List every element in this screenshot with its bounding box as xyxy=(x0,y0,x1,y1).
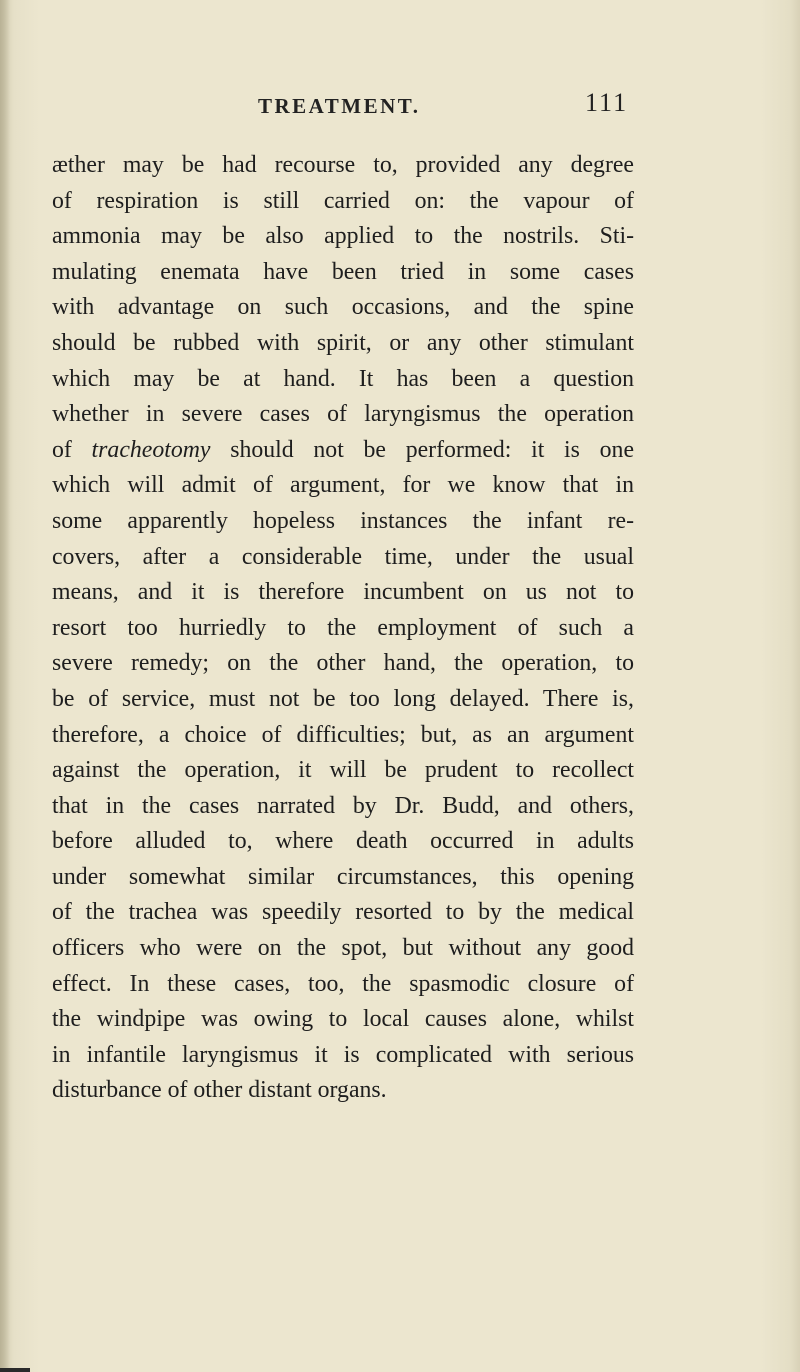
text-line: mulating enemata have been tried in some cases xyxy=(52,258,634,285)
text-line: officers who were on the spot, but without any good xyxy=(52,935,634,962)
text-line: which may be at hand. It has been a question xyxy=(52,365,634,392)
binding-gutter-shadow xyxy=(0,0,10,1372)
text-line: in infantile laryngismus it is complicated with serious xyxy=(52,1041,634,1068)
text-fragment: should not be performed: it is one xyxy=(230,436,635,463)
text-line: effect. In these cases, too, the spasmodic closure of xyxy=(52,970,634,997)
text-line: severe remedy; on the other hand, the operation, to xyxy=(52,650,634,677)
text-line: of the trachea was speedily resorted to by the medical xyxy=(52,899,634,926)
text-line: under somewhat similar circumstances, this opening xyxy=(52,863,634,890)
text-line: covers, after a considerable time, under the usual xyxy=(52,543,634,570)
text-line: be of service, must not be too long delayed. There is, xyxy=(52,685,634,712)
scan-corner-mark xyxy=(0,1368,30,1372)
text-line: the windpipe was owing to local causes alone, whilst xyxy=(52,1006,634,1033)
text-line: with advantage on such occasions, and the spine xyxy=(52,294,634,321)
body-paragraph xyxy=(52,148,634,1109)
text-line: ammonia may be also applied to the nostrils. Sti- xyxy=(52,223,634,250)
text-line-with-italic xyxy=(52,433,634,469)
page-number: 111 xyxy=(585,88,629,117)
italic-term: tracheotomy xyxy=(91,436,211,463)
text-line: whether in severe cases of laryngismus the operation xyxy=(52,401,634,428)
text-line: that in the cases narrated by Dr. Budd, and others, xyxy=(52,792,634,819)
text-fragment: of xyxy=(52,436,72,463)
text-line: of respiration is still carried on: the vapour of xyxy=(52,187,634,214)
text-line-final: disturbance of other distant organs. xyxy=(52,1077,387,1104)
text-line: æther may be had recourse to, provided any degree xyxy=(52,152,634,178)
running-head: TREATMENT. xyxy=(258,94,421,118)
text-line: some apparently hopeless instances the infant re- xyxy=(52,507,634,534)
text-line: resort too hurriedly to the employment of such a xyxy=(52,614,634,641)
text-line: therefore, a choice of difficulties; but, as an argument xyxy=(52,721,634,748)
page-header xyxy=(0,88,800,128)
text-line: which will admit of argument, for we know that in xyxy=(52,472,634,499)
text-line: before alluded to, where death occurred in adults xyxy=(52,828,634,855)
text-line: against the operation, it will be prudent to recollect xyxy=(52,757,634,784)
text-line: should be rubbed with spirit, or any other stimulant xyxy=(52,329,634,356)
text-line: means, and it is therefore incumbent on us not to xyxy=(52,579,634,606)
